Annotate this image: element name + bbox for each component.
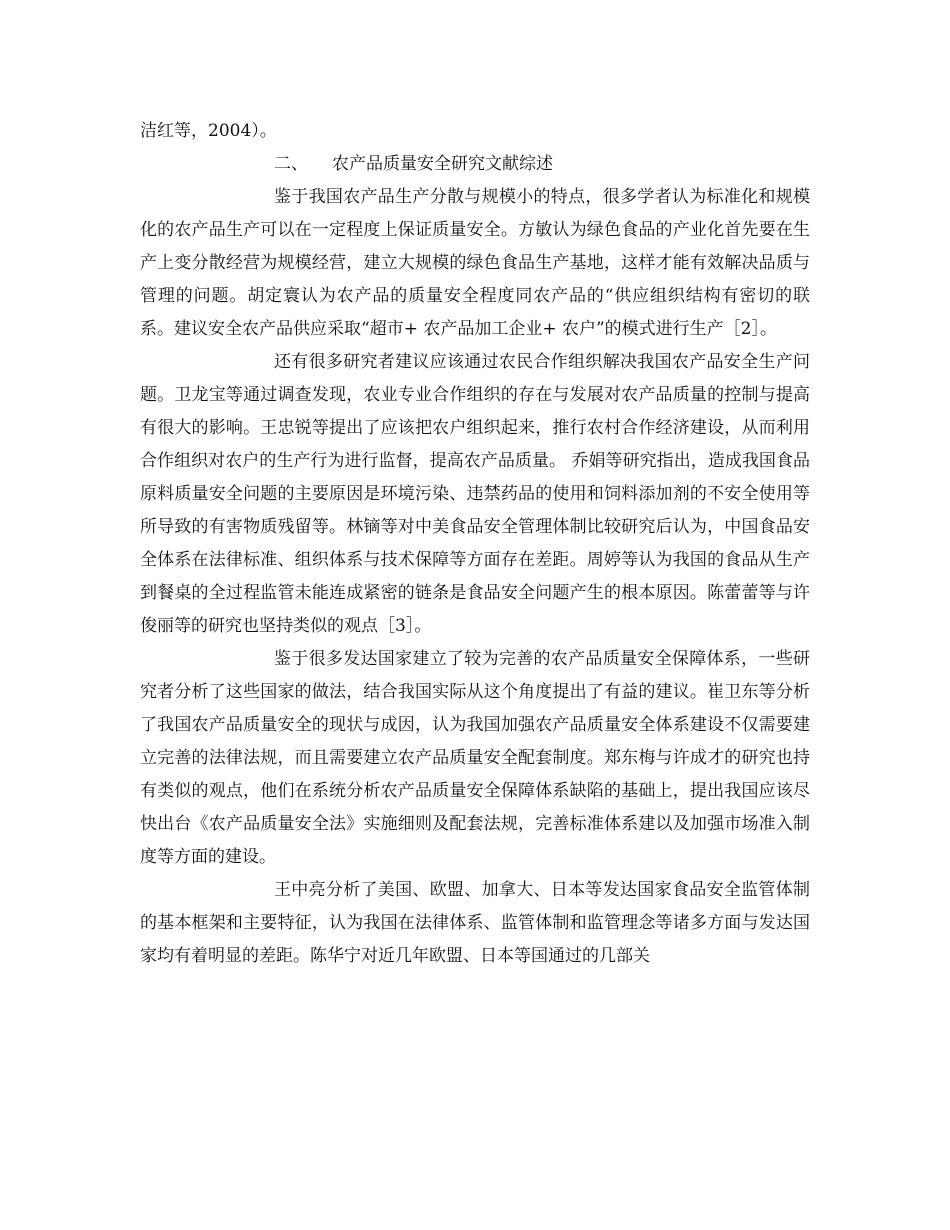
document-page (140, 115, 810, 973)
section-heading (140, 148, 810, 181)
intro-tail-text: 洁红等，2004）。 (140, 121, 277, 141)
paragraph-regulatory-comparison: 王中亮分析了美国、欧盟、加拿大、日本等发达国家食品安全监管体制的基本框架和主要特征，认为我国在法律体系、监管体制和监管理念等诸多方面与发达国家均有着明显的差距。陈华宁对近几年欧盟、日本等国通过的几部关 (140, 880, 810, 966)
paragraph-cooperatives: 还有很多研究者建议应该通过农民合作组织解决我国农产品安全生产问题。卫龙宝等通过调查发现，农业专业合作组织的存在与发展对农产品质量的控制与提高有很大的影响。王忠锐等提出了应该把农户组织起来，推行农村合作经济建设，从而利用合作组织对农户的生产行为进行监督，提高农产品质量。 乔娟等研究指出，造成我国食品原料质量安全问题的主要原因是环境污染、违禁药品的使用和饲料添加剂的不安全使用等所导致的有害物质残留等。林镝等对中美食品安全管理体制比较研究后认为，中国食品安全体系在法律标准、组织体系与技术保障等方面存在差距。周婷等认为我国的食品从生产到餐桌的全过程监管未能连成紧密的链条是食品安全问题产生的根本原因。陈蕾蕾等与许俊丽等的研究也坚持类似的观点［3］。 (140, 352, 810, 636)
section-title: 农产品质量安全研究文献综述 (332, 154, 553, 174)
paragraph-developed-countries: 鉴于很多发达国家建立了较为完善的农产品质量安全保障体系，一些研究者分析了这些国家的做法，结合我国实际从这个角度提出了有益的建议。崔卫东等分析了我国农产品质量安全的现状与成因，认为我国加强农产品质量安全体系建设不仅需要建立完善的法律法规，而且需要建立农产品质量安全配套制度。郑东梅与许成才的研究也持有类似的观点，他们在系统分析农产品质量安全保障体系缺陷的基础上，提出我国应该尽快出台《农产品质量安全法》实施细则及配套法规，完善标准体系建以及加强市场准入制度等方面的建设。 (140, 649, 810, 867)
section-number: 二、 (274, 154, 308, 174)
paragraph-standardization: 鉴于我国农产品生产分散与规模小的特点，很多学者认为标准化和规模化的农产品生产可以在一定程度上保证质量安全。方敏认为绿色食品的产业化首先要在生产上变分散经营为规模经营，建立大规模的绿色食品生产基地，这样才能有效解决品质与管理的问题。胡定寰认为农产品的质量安全程度同农产品的“供应组织结构有密切的联系。建议安全农产品供应采取“超市+ 农产品加工企业+ 农户”的模式进行生产［2］。 (140, 187, 810, 339)
